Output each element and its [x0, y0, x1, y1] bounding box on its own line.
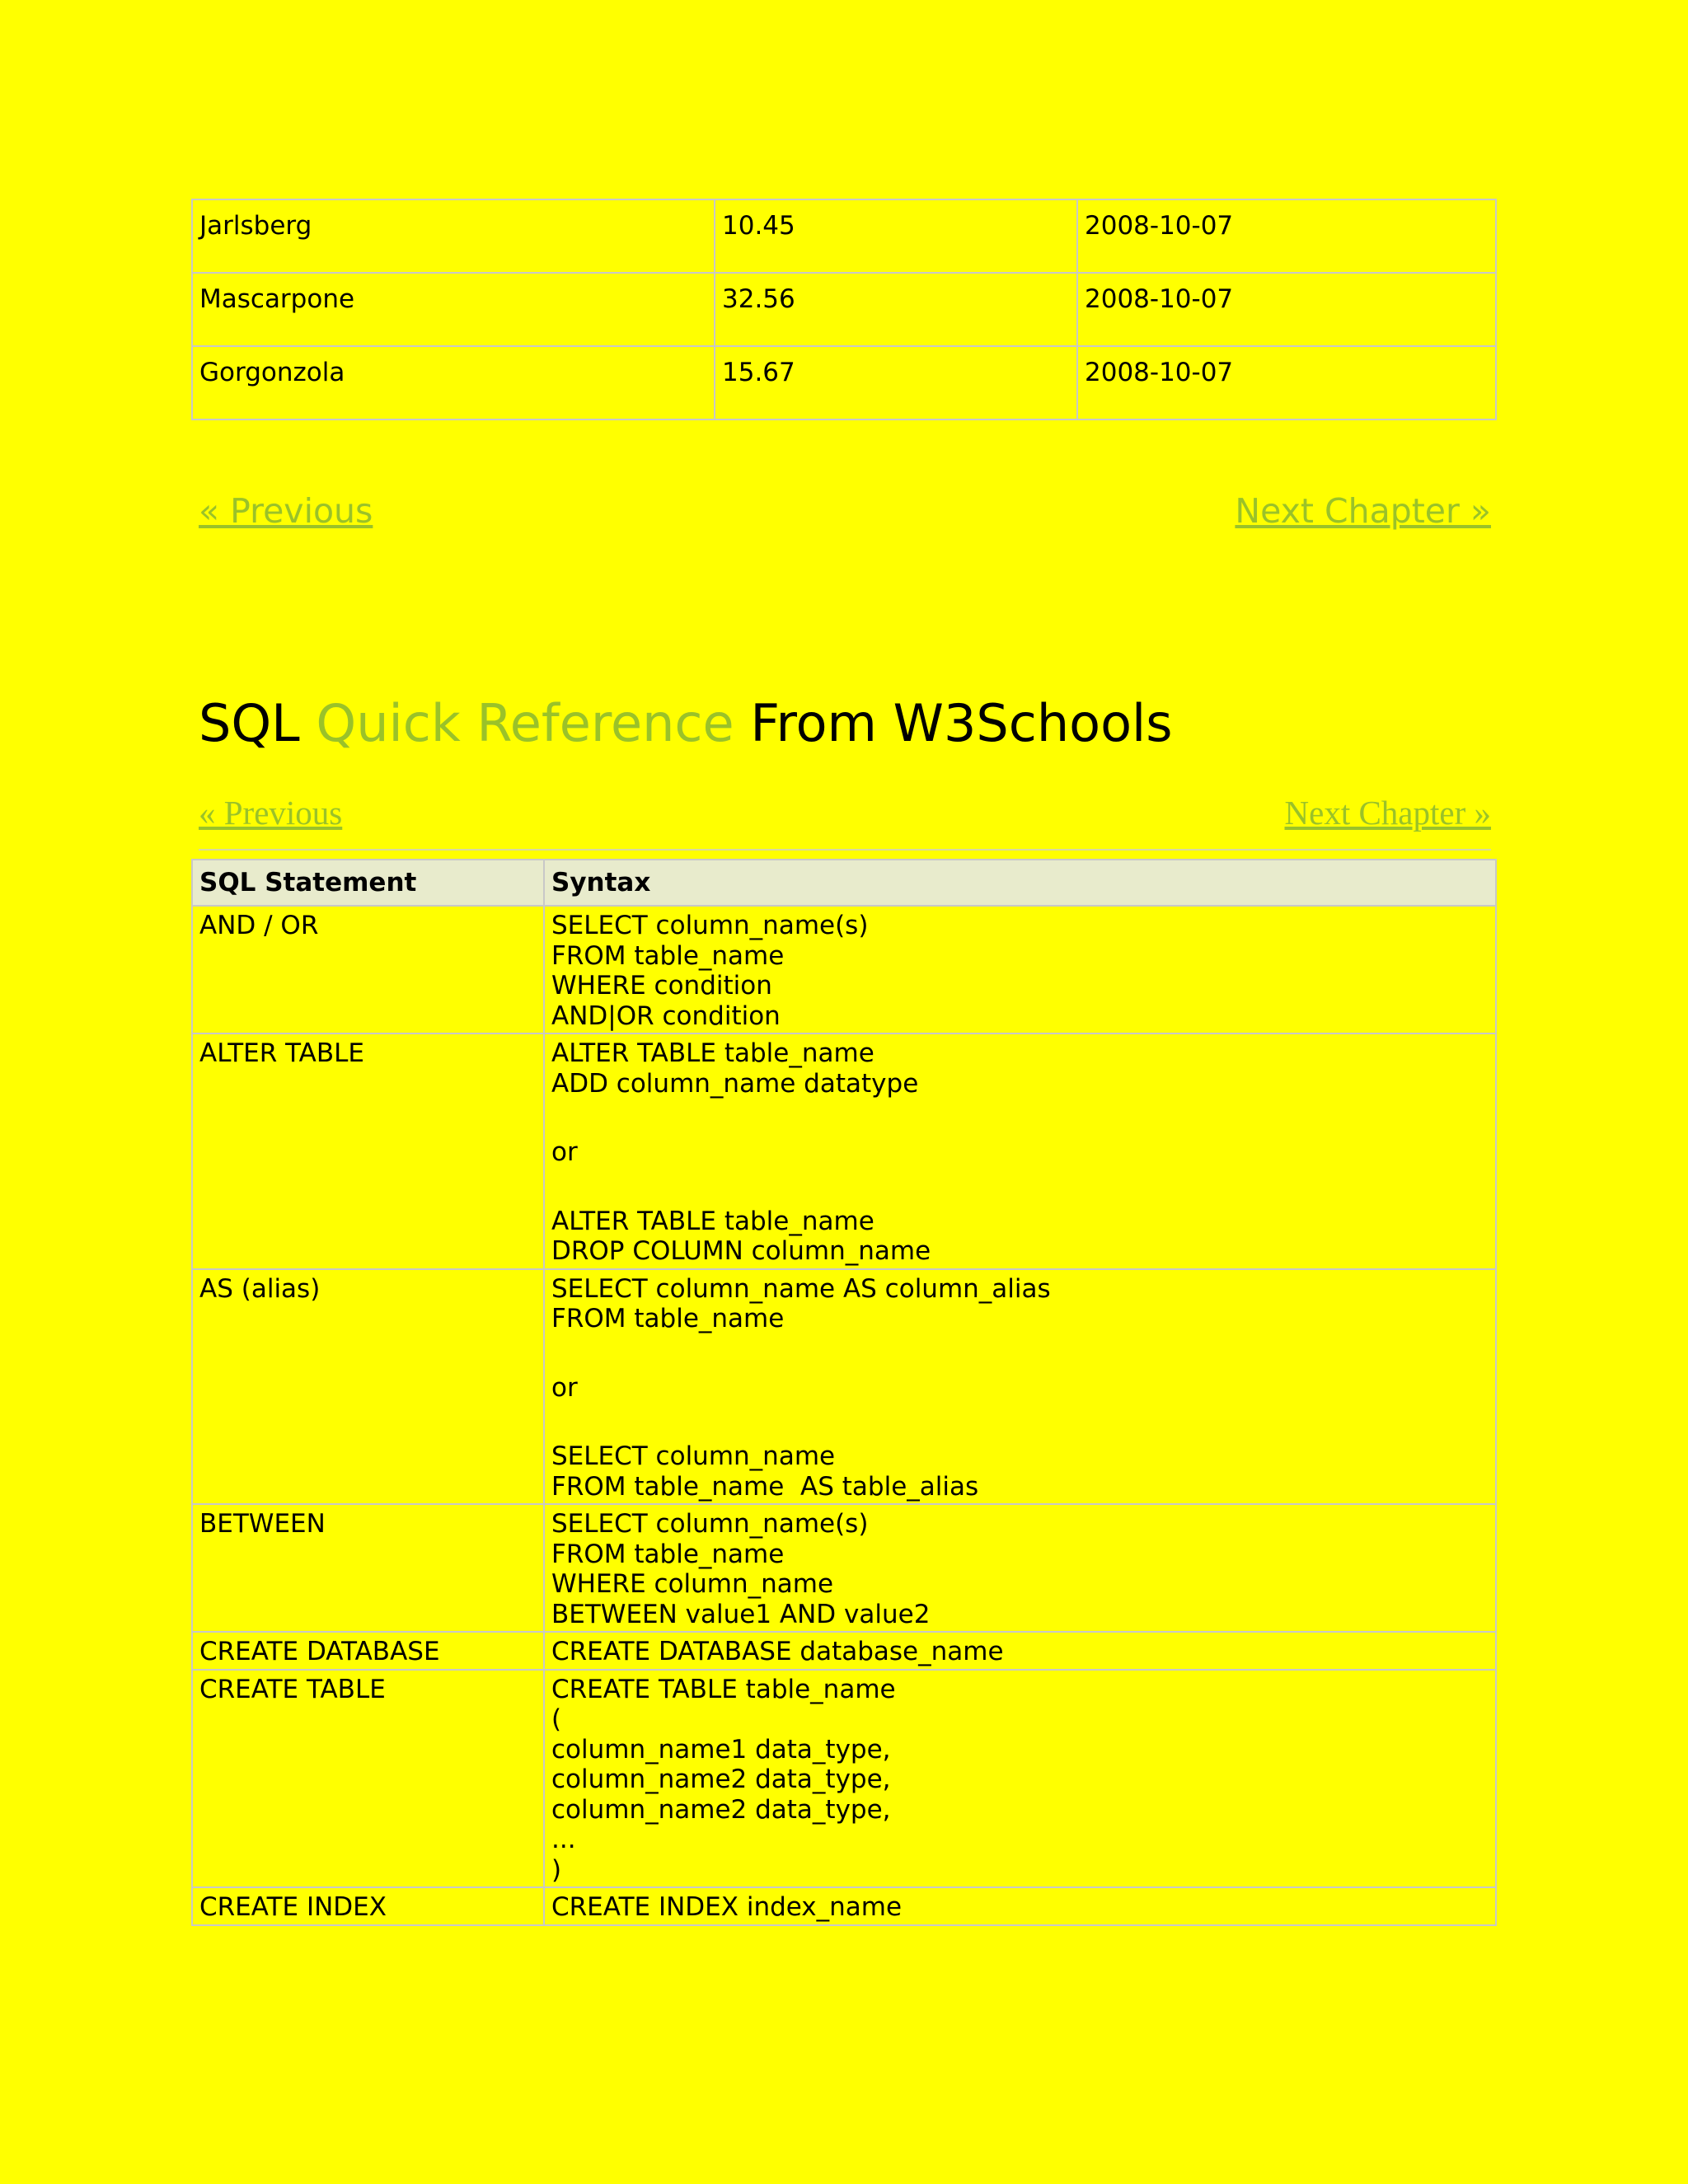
product-date-cell: 2008-10-07 — [1077, 273, 1496, 346]
next-chapter-link[interactable]: Next Chapter » — [1235, 491, 1491, 531]
pagination-bottom — [199, 790, 1491, 836]
products-table-body — [192, 199, 1496, 419]
table-row — [192, 1269, 1496, 1505]
table-row — [192, 1504, 1496, 1632]
product-name-cell: Mascarpone — [192, 273, 715, 346]
syntax-line: column_name1 data_type, — [551, 1734, 891, 1765]
product-date-cell: 2008-10-07 — [1077, 199, 1496, 273]
syntax-line: DROP COLUMN column_name — [551, 1236, 931, 1266]
syntax-line: CREATE INDEX index_name — [551, 1892, 903, 1922]
syntax-line: AND|OR condition — [551, 1001, 781, 1031]
product-price-cell: 10.45 — [715, 199, 1077, 273]
table-row — [192, 1887, 1496, 1925]
table-row — [192, 346, 1496, 419]
syntax-cell — [544, 1504, 1496, 1632]
syntax-line: ( — [551, 1704, 562, 1734]
products-table — [191, 199, 1497, 420]
syntax-line: column_name2 data_type, — [551, 1794, 891, 1825]
syntax-line: FROM table_name AS table_alias — [551, 1471, 979, 1502]
syntax-line: ) — [551, 1854, 562, 1885]
page-title — [199, 691, 1173, 757]
syntax-line: column_name2 data_type, — [551, 1765, 891, 1794]
syntax-cell — [544, 1887, 1496, 1925]
table-row — [192, 273, 1496, 346]
syntax-line: SELECT column_name(s) — [551, 911, 869, 940]
sql-statement-cell: CREATE DATABASE — [192, 1632, 544, 1670]
header-syntax: Syntax — [544, 860, 1496, 906]
syntax-line: BETWEEN value1 AND value2 — [551, 1599, 931, 1629]
syntax-line: FROM table_name — [551, 1539, 785, 1569]
syntax-line: CREATE DATABASE database_name — [551, 1637, 1004, 1666]
product-price-cell: 15.67 — [715, 346, 1077, 419]
table-row — [192, 1632, 1496, 1670]
syntax-cell — [544, 1670, 1496, 1888]
syntax-line: FROM table_name — [551, 940, 785, 971]
product-name-cell: Jarlsberg — [192, 199, 715, 273]
table-row — [192, 906, 1496, 1033]
syntax-line: SELECT column_name(s) — [551, 1509, 869, 1539]
title-part-quick-reference: Quick Reference — [316, 693, 734, 753]
sql-statement-cell: BETWEEN — [192, 1504, 544, 1632]
sql-statement-cell: AS (alias) — [192, 1269, 544, 1505]
syntax-line: SELECT column_name AS column_alias — [551, 1273, 1051, 1304]
table-header-row — [192, 860, 1496, 906]
header-sql-statement: SQL Statement — [192, 860, 544, 906]
syntax-line: ... — [551, 1825, 576, 1854]
syntax-line: WHERE column_name — [551, 1569, 834, 1599]
syntax-cell — [544, 906, 1496, 1033]
sql-statement-cell: ALTER TABLE — [192, 1033, 544, 1269]
syntax-line: ALTER TABLE table_name — [551, 1038, 874, 1068]
syntax-line: SELECT column_name — [551, 1441, 836, 1471]
sql-reference-table-body — [192, 906, 1496, 1925]
title-part-from-w3schools: From W3Schools — [734, 693, 1173, 753]
syntax-cell — [544, 1033, 1496, 1269]
syntax-line: ADD column_name datatype — [551, 1068, 919, 1099]
sql-statement-cell: AND / OR — [192, 906, 544, 1033]
title-part-sql: SQL — [199, 693, 316, 753]
divider — [199, 849, 1491, 851]
table-row — [192, 1670, 1496, 1888]
table-row — [192, 199, 1496, 273]
syntax-line: or — [551, 1137, 578, 1167]
product-date-cell: 2008-10-07 — [1077, 346, 1496, 419]
syntax-line: CREATE TABLE table_name — [551, 1674, 896, 1704]
product-name-cell: Gorgonzola — [192, 346, 715, 419]
syntax-line: ALTER TABLE table_name — [551, 1206, 874, 1236]
sql-reference-table — [191, 859, 1497, 1926]
previous-link[interactable]: « Previous — [199, 794, 343, 832]
previous-link[interactable]: « Previous — [199, 491, 373, 531]
table-row — [192, 1033, 1496, 1269]
sql-statement-cell: CREATE TABLE — [192, 1670, 544, 1888]
syntax-line: or — [551, 1372, 578, 1403]
product-price-cell: 32.56 — [715, 273, 1077, 346]
next-chapter-link[interactable]: Next Chapter » — [1284, 794, 1491, 832]
sql-statement-cell: CREATE INDEX — [192, 1887, 544, 1925]
syntax-cell — [544, 1632, 1496, 1670]
pagination-top — [199, 488, 1491, 534]
syntax-line: WHERE condition — [551, 971, 772, 1001]
syntax-cell — [544, 1269, 1496, 1505]
syntax-line: FROM table_name — [551, 1304, 785, 1333]
